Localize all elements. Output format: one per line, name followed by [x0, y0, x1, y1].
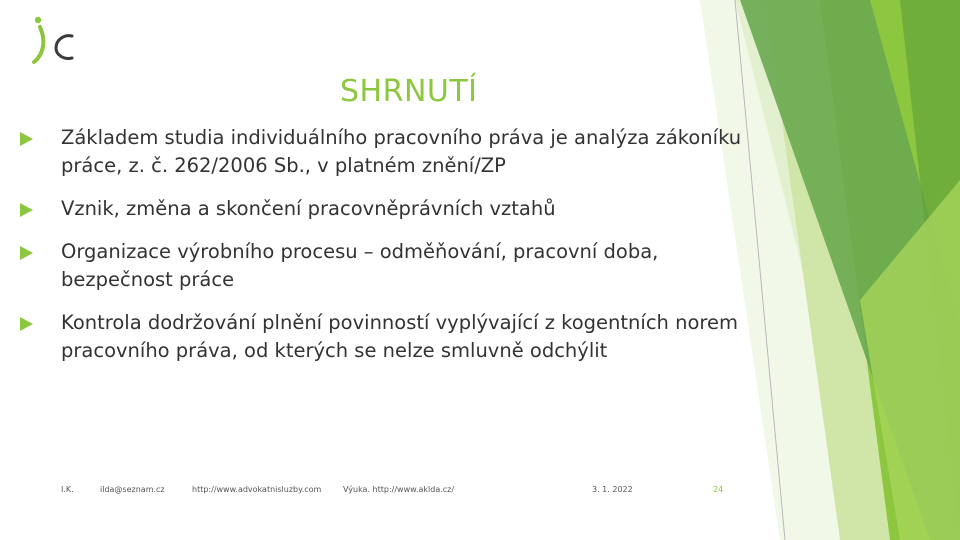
bullet-text: Organizace výrobního procesu – odměňování, pracovní doba, bezpečnost práce [61, 240, 659, 291]
triangle-arrow-icon [20, 203, 33, 217]
footer-site-link[interactable]: http://www.advokatnisluzby.com [192, 485, 322, 494]
triangle-arrow-icon [20, 246, 33, 260]
bullet-item [20, 124, 750, 180]
footer-email[interactable]: ilda@seznam.cz [100, 485, 165, 494]
bullet-text: Kontrola dodržování plnění povinností vyplývající z kogentních norem pracovního práva, od kterých se nelze smluvně odchýlit [61, 311, 738, 362]
bullet-item [20, 238, 750, 294]
footer-teaching-link[interactable]: Výuka. http://www.aklda.cz/ [343, 485, 455, 494]
footer-author: I.K. [61, 485, 74, 494]
page-number: 24 [713, 485, 724, 494]
slide-title: SHRNUTÍ [340, 74, 478, 109]
triangle-arrow-icon [20, 132, 33, 146]
bullet-item [20, 309, 750, 365]
jc-logo-icon [26, 14, 78, 68]
bullet-text: Vznik, změna a skončení pracovněprávních vztahů [61, 197, 556, 220]
bullet-item [20, 195, 750, 223]
footer-date: 3. 1. 2022 [592, 485, 633, 494]
bullet-text: Základem studia individuálního pracovního práva je analýza zákoníku práce, z. č. 262/2006 Sb., v platném znění/ZP [61, 126, 742, 177]
triangle-arrow-icon [20, 317, 33, 331]
bullet-list [20, 124, 750, 380]
